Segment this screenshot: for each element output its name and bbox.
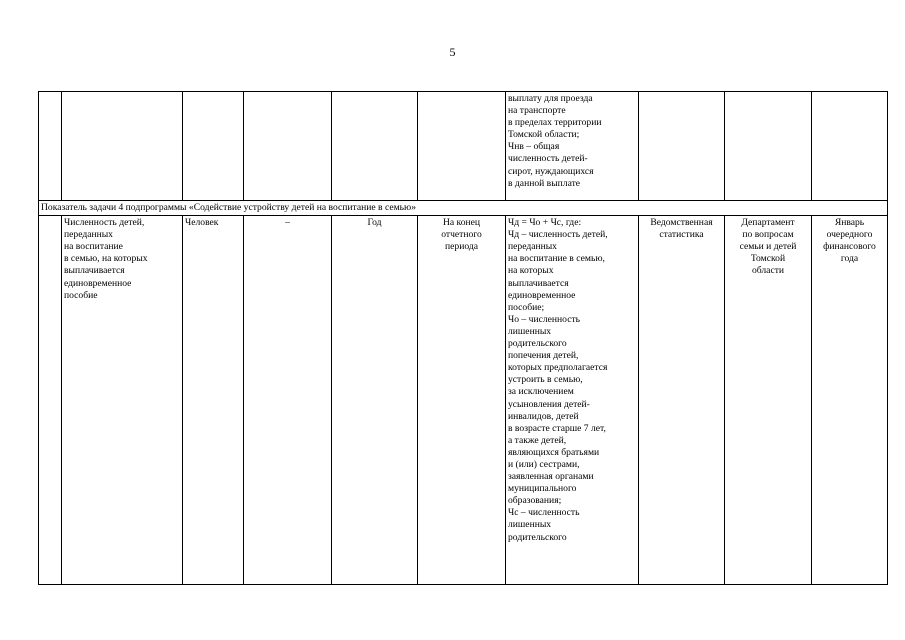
- cell-deadline: [812, 92, 888, 201]
- cell-unit: Человек: [183, 216, 244, 585]
- page-number: 5: [449, 45, 456, 59]
- cell-number: [39, 92, 62, 201]
- section-header: Показатель задачи 4 подпрограммы «Содействие устройству детей на воспитание в семью»: [39, 201, 888, 216]
- indicators-table: [38, 91, 888, 585]
- cell-name: [62, 92, 183, 201]
- cell-formula: выплату для проезда на транспорте в пределах территории Томской области; Чнв – общая численность детей- сирот, нуждающихся в данной выплате: [506, 92, 639, 201]
- cell-dynamics: [244, 92, 332, 201]
- cell-method: [639, 92, 725, 201]
- table-row-continuation: [39, 92, 888, 201]
- cell-deadline: Январь очередного финансового года: [812, 216, 888, 585]
- cell-dynamics: –: [244, 216, 332, 585]
- cell-date-type: На конец отчетного периода: [418, 216, 506, 585]
- cell-method: Ведомственная статистика: [639, 216, 725, 585]
- cell-periodicity: [332, 92, 418, 201]
- cell-responsible: [725, 92, 812, 201]
- cell-formula: Чд = Чо + Чс, где: Чд – численность детей, переданных на воспитание в семью, на которых выплачивается единовременное пособие; Чо – численность лишенных родительского попечения детей, которых предполагается устроить в семью, за исключением усыновления детей- инвалидов, детей в возрасте старше 7 лет, а также детей, являющихся братьями и (или) сестрами, заявленная органами муниципального образования; Чс – численность лишенных родительского: [506, 216, 639, 585]
- table-row-section: [39, 201, 888, 216]
- cell-periodicity: Год: [332, 216, 418, 585]
- cell-date-type: [418, 92, 506, 201]
- table-row-indicator: [39, 216, 888, 585]
- cell-name: Численность детей, переданных на воспитание в семью, на которых выплачивается единовременное пособие: [62, 216, 183, 585]
- cell-responsible: Департамент по вопросам семьи и детей Томской области: [725, 216, 812, 585]
- cell-number: [39, 216, 62, 585]
- cell-unit: [183, 92, 244, 201]
